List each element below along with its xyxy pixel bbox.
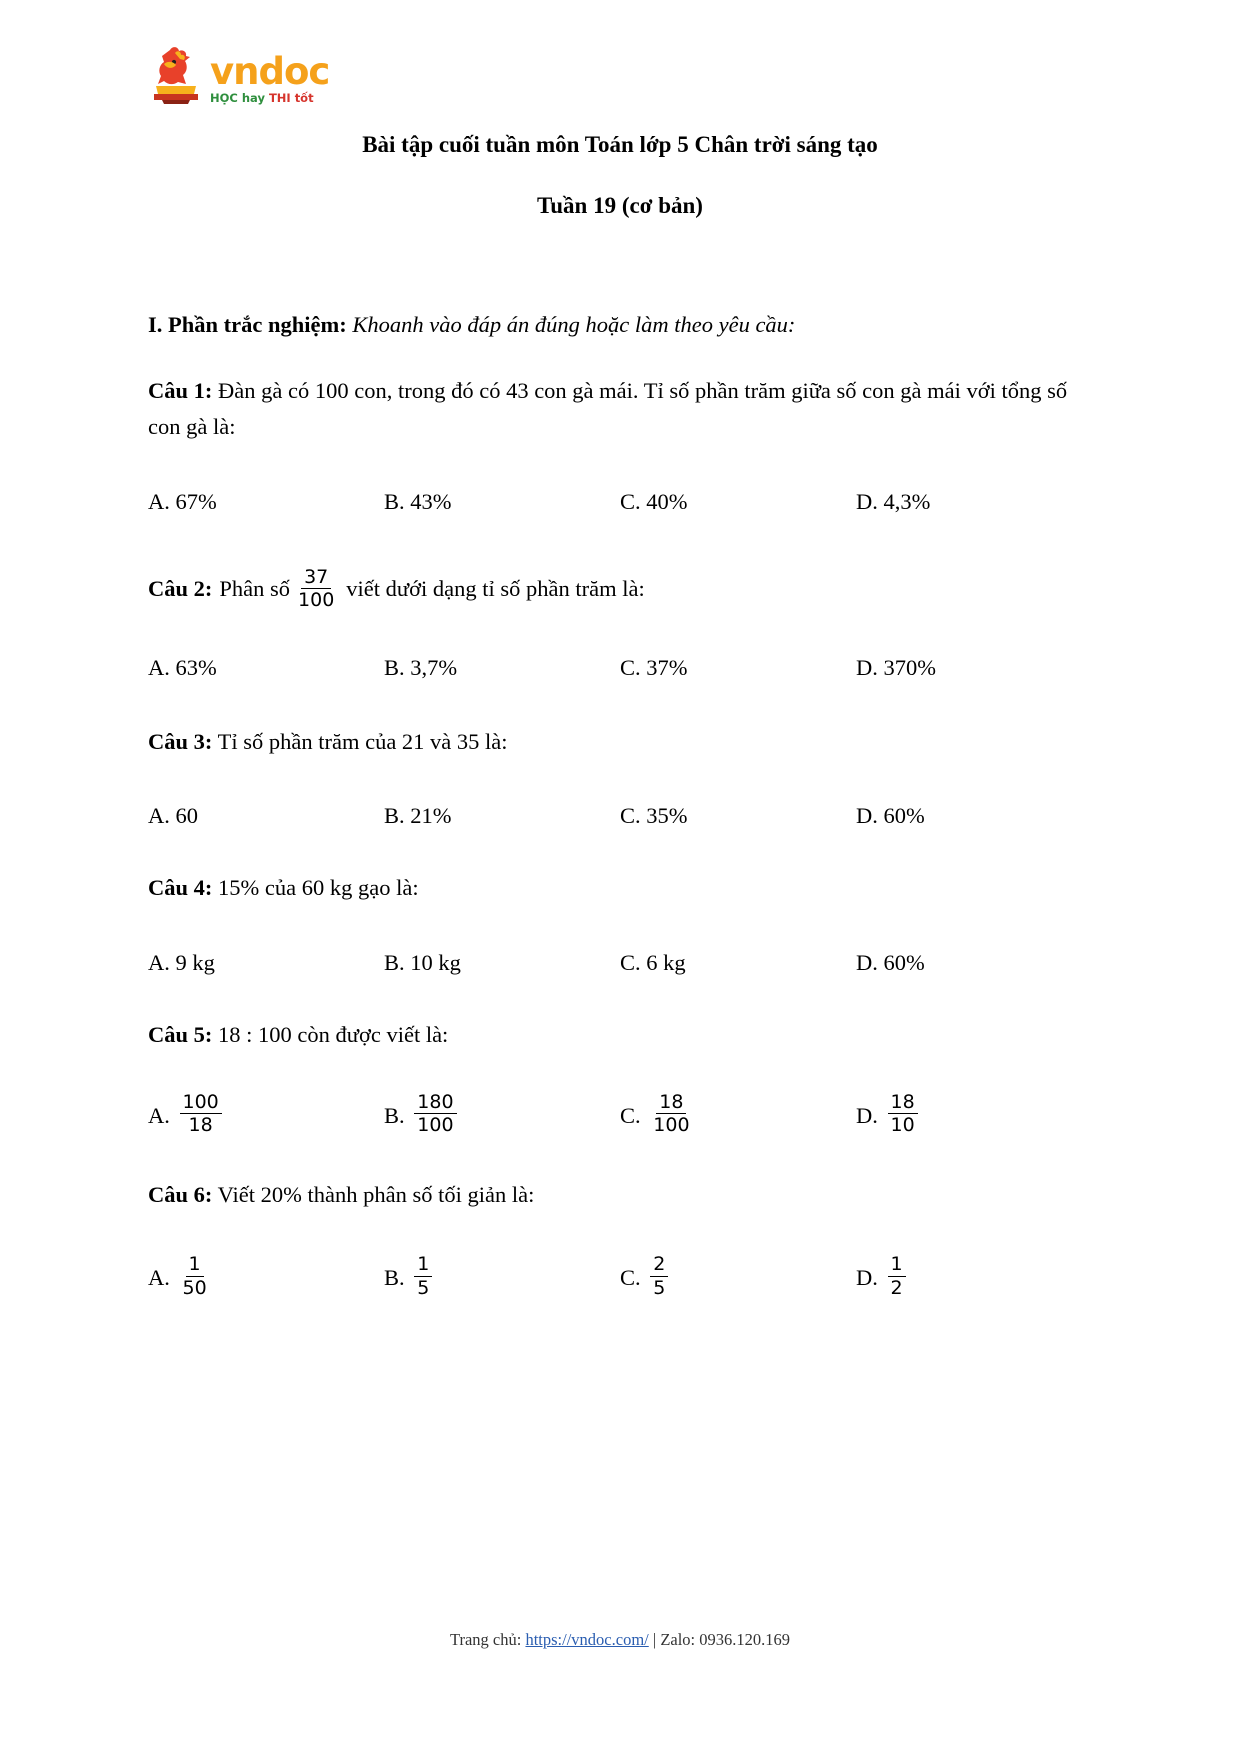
fraction-denominator: 5	[417, 1276, 430, 1299]
answer-option[interactable]	[856, 1093, 1092, 1139]
page-subtitle: Tuần 19 (cơ bản)	[537, 192, 703, 218]
answer-fraction	[180, 1253, 210, 1299]
logo-tagline	[210, 90, 314, 105]
answer-label: B.	[384, 1102, 411, 1128]
logo-tagline-green: HỌC hay	[210, 90, 269, 105]
answer-option[interactable]	[620, 798, 856, 834]
answer-label: D.	[856, 488, 884, 514]
answer-option[interactable]	[620, 484, 856, 520]
answer-label: A.	[148, 654, 176, 680]
footer-suffix: | Zalo: 0936.120.169	[648, 1630, 791, 1649]
question-4	[148, 870, 1092, 906]
answer-option[interactable]	[856, 484, 1092, 520]
question-2-text-before: Phân số	[219, 575, 291, 601]
question-4-number: Câu 4:	[148, 875, 213, 901]
answer-option[interactable]	[620, 1093, 856, 1139]
answer-label: D.	[856, 803, 884, 829]
answer-label: D.	[856, 1102, 884, 1128]
answer-label: B.	[384, 949, 411, 975]
answer-label: D.	[856, 654, 884, 680]
fraction-denominator: 100	[417, 1114, 454, 1137]
answer-value: 60%	[883, 803, 925, 829]
answer-option[interactable]	[620, 650, 856, 686]
answer-label: A.	[148, 1102, 176, 1128]
answer-option[interactable]	[384, 945, 620, 981]
answer-value: 37%	[646, 654, 688, 680]
answer-label: C.	[620, 803, 647, 829]
fraction-denominator: 2	[890, 1276, 903, 1299]
answer-value: 21%	[410, 803, 452, 829]
answer-value: 9 kg	[175, 949, 215, 975]
answer-label: B.	[384, 1265, 411, 1291]
page-footer	[0, 1630, 1240, 1650]
question-2-text-after: viết dưới dạng tỉ số phần trăm là:	[346, 575, 645, 601]
fraction-denominator: 100	[298, 589, 335, 612]
fraction-numerator: 180	[414, 1091, 456, 1114]
answer-value: 3,7%	[410, 654, 458, 680]
fraction-denominator: 50	[182, 1276, 207, 1299]
page-title: Bài tập cuối tuần môn Toán lớp 5 Chân trời sáng tạo	[362, 132, 878, 157]
answer-option[interactable]	[148, 798, 384, 834]
answer-option[interactable]	[148, 1093, 384, 1139]
answer-option[interactable]	[620, 1255, 856, 1301]
fraction-denominator: 5	[653, 1276, 666, 1299]
question-4-answers	[148, 945, 1092, 981]
answer-label: B.	[384, 488, 411, 514]
answer-fraction	[650, 1253, 668, 1299]
answer-value: 43%	[410, 488, 452, 514]
question-3-number: Câu 3:	[148, 728, 213, 754]
logo-wordmark: vndoc	[210, 49, 330, 93]
answer-label: A.	[148, 803, 176, 829]
answer-label: C.	[620, 949, 647, 975]
fraction-denominator: 18	[188, 1114, 213, 1137]
answer-fraction	[888, 1091, 918, 1137]
answer-option[interactable]	[384, 1093, 620, 1139]
answer-option[interactable]	[620, 945, 856, 981]
footer-link[interactable]: https://vndoc.com/	[525, 1630, 649, 1649]
answer-value: 60	[175, 803, 198, 829]
answer-value: 67%	[175, 488, 217, 514]
answer-label: B.	[384, 803, 411, 829]
question-4-text: 15% của 60 kg gạo là:	[218, 875, 419, 901]
section-instruction: Khoanh vào đáp án đúng hoặc làm theo yêu cầu:	[352, 312, 796, 337]
answer-label: C.	[620, 488, 647, 514]
answer-option[interactable]	[856, 1255, 1092, 1301]
fraction-numerator: 1	[888, 1253, 906, 1276]
question-6-number: Câu 6:	[148, 1181, 213, 1207]
answer-fraction	[414, 1091, 456, 1137]
answer-value: 10 kg	[410, 949, 461, 975]
answer-option[interactable]	[384, 484, 620, 520]
fraction-numerator: 18	[888, 1091, 918, 1114]
fraction-numerator: 100	[180, 1091, 222, 1114]
answer-label: C.	[620, 1102, 647, 1128]
question-6-answers	[148, 1255, 1092, 1301]
fraction-denominator: 10	[890, 1114, 915, 1137]
logo-tagline-red: THI tốt	[268, 90, 314, 105]
site-logo	[150, 44, 329, 106]
answer-fraction	[888, 1253, 906, 1299]
question-1-number: Câu 1:	[148, 378, 213, 403]
answer-option[interactable]	[148, 1255, 384, 1301]
answer-label: A.	[148, 1265, 176, 1291]
answer-value: 60%	[883, 949, 925, 975]
answer-label: A.	[148, 488, 176, 514]
answer-option[interactable]	[856, 650, 1092, 686]
answer-label: B.	[384, 654, 411, 680]
question-1-answers	[148, 484, 1092, 520]
answer-fraction	[650, 1091, 692, 1137]
answer-option[interactable]	[148, 650, 384, 686]
answer-option[interactable]	[148, 945, 384, 981]
answer-option[interactable]	[384, 1255, 620, 1301]
answer-option[interactable]	[384, 650, 620, 686]
fraction-numerator: 37	[301, 566, 331, 589]
footer-prefix: Trang chủ:	[449, 1630, 526, 1649]
answer-value: 370%	[883, 654, 936, 680]
answer-value: 4,3%	[883, 488, 931, 514]
question-3-text: Tỉ số phần trăm của 21 và 35 là:	[217, 728, 508, 754]
answer-value: 35%	[646, 803, 688, 829]
fraction-numerator: 1	[414, 1253, 432, 1276]
answer-fraction	[180, 1091, 222, 1137]
fraction-numerator: 1	[186, 1253, 204, 1276]
question-1-text: Đàn gà có 100 con, trong đó có 43 con gà mái. Tỉ số phần trăm giữa số con gà mái với tổng số con gà là:	[148, 378, 1068, 440]
fraction-37-100	[295, 566, 337, 612]
question-5-number: Câu 5:	[148, 1021, 213, 1047]
question-2-answers	[148, 650, 1092, 686]
section-heading	[148, 307, 1092, 343]
answer-label: D.	[856, 949, 884, 975]
answer-option[interactable]	[856, 945, 1092, 981]
answer-label: A.	[148, 949, 176, 975]
question-6-text: Viết 20% thành phân số tối giản là:	[217, 1181, 535, 1207]
fraction-numerator: 2	[650, 1253, 668, 1276]
answer-label: C.	[620, 1265, 647, 1291]
answer-label: C.	[620, 654, 647, 680]
fraction-denominator: 100	[653, 1114, 690, 1137]
answer-option[interactable]	[856, 798, 1092, 834]
question-6	[148, 1177, 1092, 1213]
question-2-number: Câu 2:	[148, 575, 213, 601]
answer-label: D.	[856, 1265, 884, 1291]
question-2	[148, 566, 1092, 612]
answer-value: 6 kg	[646, 949, 686, 975]
rooster-icon	[150, 44, 204, 106]
answer-option[interactable]	[148, 484, 384, 520]
question-5	[148, 1017, 1092, 1053]
question-3-answers	[148, 798, 1092, 834]
question-1	[148, 373, 1092, 446]
logo-text	[210, 49, 330, 107]
answer-value: 40%	[646, 488, 688, 514]
question-5-answers	[148, 1093, 1092, 1139]
fraction-numerator: 18	[656, 1091, 686, 1114]
answer-fraction	[414, 1253, 432, 1299]
question-5-text: 18 : 100 còn được viết là:	[218, 1021, 449, 1047]
question-3	[148, 724, 1092, 760]
answer-option[interactable]	[384, 798, 620, 834]
section-label: I. Phần trắc nghiệm:	[148, 312, 347, 337]
answer-value: 63%	[175, 654, 217, 680]
